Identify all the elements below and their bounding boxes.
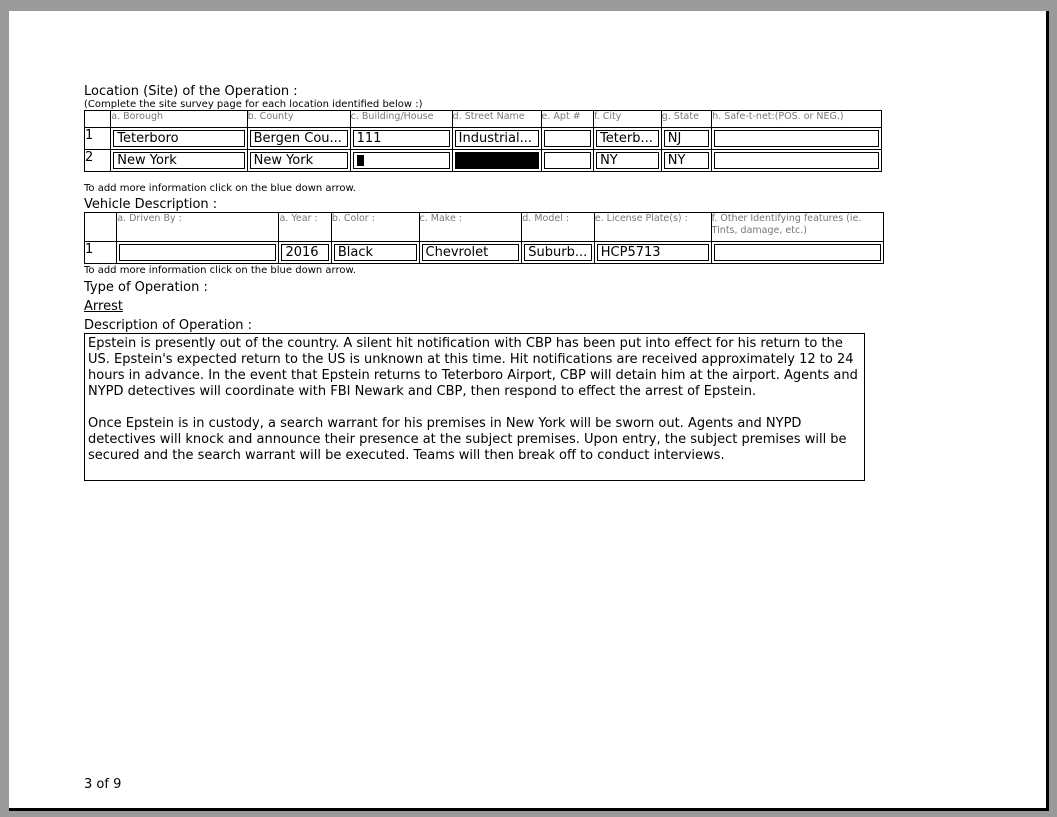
state-field[interactable]: NY (664, 152, 710, 169)
location-table (84, 110, 882, 172)
header-safe-t-net: h. Safe-t-net:(POS. or NEG.) (712, 111, 881, 127)
header-year: a. Year : (279, 213, 330, 241)
table-row (85, 150, 881, 171)
description-paragraph-2: Once Epstein is in custody, a search warrant for his premises in New York will be sworn out. Agents and NYPD detectives will knock and announce their presence at the subject premises. Upon entry, the subject premises will be secured and the search warrant will be executed. Teams will then break off to conduct interviews. (88, 416, 847, 463)
operation-type-label: Type of Operation : (84, 280, 208, 295)
street-field[interactable]: Industrial... (455, 130, 539, 147)
header-make: c. Make : (420, 213, 522, 241)
header-apt: e. Apt # (542, 111, 594, 127)
borough-field[interactable]: New York (113, 152, 244, 169)
description-paragraph-1: Epstein is presently out of the country. A silent hit notification with CBP has been put into effect for his return to the US. Epstein's expected return to the US is unknown at this time. Hit notifications are received approximately 12 to 24 hours in advance. In the event that Epstein returns to Teterboro Airport, CBP will detain him at the airport. Agents and NYPD detectives will coordinate with FBI Newark and CBP, then respond to effect the arrest of Epstein. (88, 336, 858, 399)
vehicle-table (84, 212, 884, 264)
building-field-redacted[interactable] (353, 152, 450, 169)
vehicle-header-row (85, 213, 883, 241)
county-field[interactable]: New York (250, 152, 348, 169)
year-field[interactable]: 2016 (281, 244, 328, 261)
header-city: f. City (594, 111, 661, 127)
header-borough: a. Borough (111, 111, 246, 127)
location-title: Location (Site) of the Operation : (84, 84, 298, 99)
operation-type-value[interactable]: Arrest (84, 299, 123, 314)
header-color: b. Color : (332, 213, 419, 241)
description-label: Description of Operation : (84, 318, 253, 333)
location-subtitle: (Complete the site survey page for each location identified below :) (84, 99, 423, 110)
apt-field[interactable] (544, 152, 592, 169)
row-number: 2 (85, 150, 110, 171)
county-field[interactable]: Bergen Cou... (250, 130, 348, 147)
location-header-row (85, 111, 881, 127)
vehicle-title: Vehicle Description : (84, 197, 218, 212)
header-driven-by: a. Driven By : (117, 213, 278, 241)
state-field[interactable]: NJ (664, 130, 710, 147)
city-field[interactable]: Teterb... (596, 130, 659, 147)
location-add-more-note: To add more information click on the blue down arrow. (84, 183, 356, 194)
other-features-field[interactable] (714, 244, 881, 261)
document-page (9, 11, 1049, 811)
page-number: 3 of 9 (84, 777, 122, 792)
header-building: c. Building/House (351, 111, 452, 127)
redaction-mark (357, 155, 364, 166)
table-row (85, 128, 881, 149)
header-model: d. Model : (522, 213, 594, 241)
header-state: g. State (662, 111, 712, 127)
license-plate-field[interactable]: HCP5713 (597, 244, 709, 261)
row-number: 1 (85, 242, 116, 263)
street-field-redacted[interactable] (455, 152, 539, 169)
header-other-features: f. Other Identifying features (ie. Tints, damage, etc.) (712, 213, 883, 241)
borough-field[interactable]: Teterboro (113, 130, 244, 147)
safe-t-net-field[interactable] (714, 152, 879, 169)
driven-by-field[interactable] (119, 244, 276, 261)
make-field[interactable]: Chevrolet (422, 244, 520, 261)
header-street: d. Street Name (453, 111, 541, 127)
apt-field[interactable] (544, 130, 592, 147)
description-textarea[interactable] (84, 333, 865, 481)
vehicle-add-more-note: To add more information click on the blue down arrow. (84, 265, 356, 276)
safe-t-net-field[interactable] (714, 130, 879, 147)
building-field[interactable]: 111 (353, 130, 450, 147)
header-license-plate: e. License Plate(s) : (595, 213, 711, 241)
city-field[interactable]: NY (596, 152, 659, 169)
model-field[interactable]: Suburb... (524, 244, 592, 261)
color-field[interactable]: Black (334, 244, 417, 261)
table-row (85, 242, 883, 263)
header-county: b. County (248, 111, 350, 127)
row-number: 1 (85, 128, 110, 149)
